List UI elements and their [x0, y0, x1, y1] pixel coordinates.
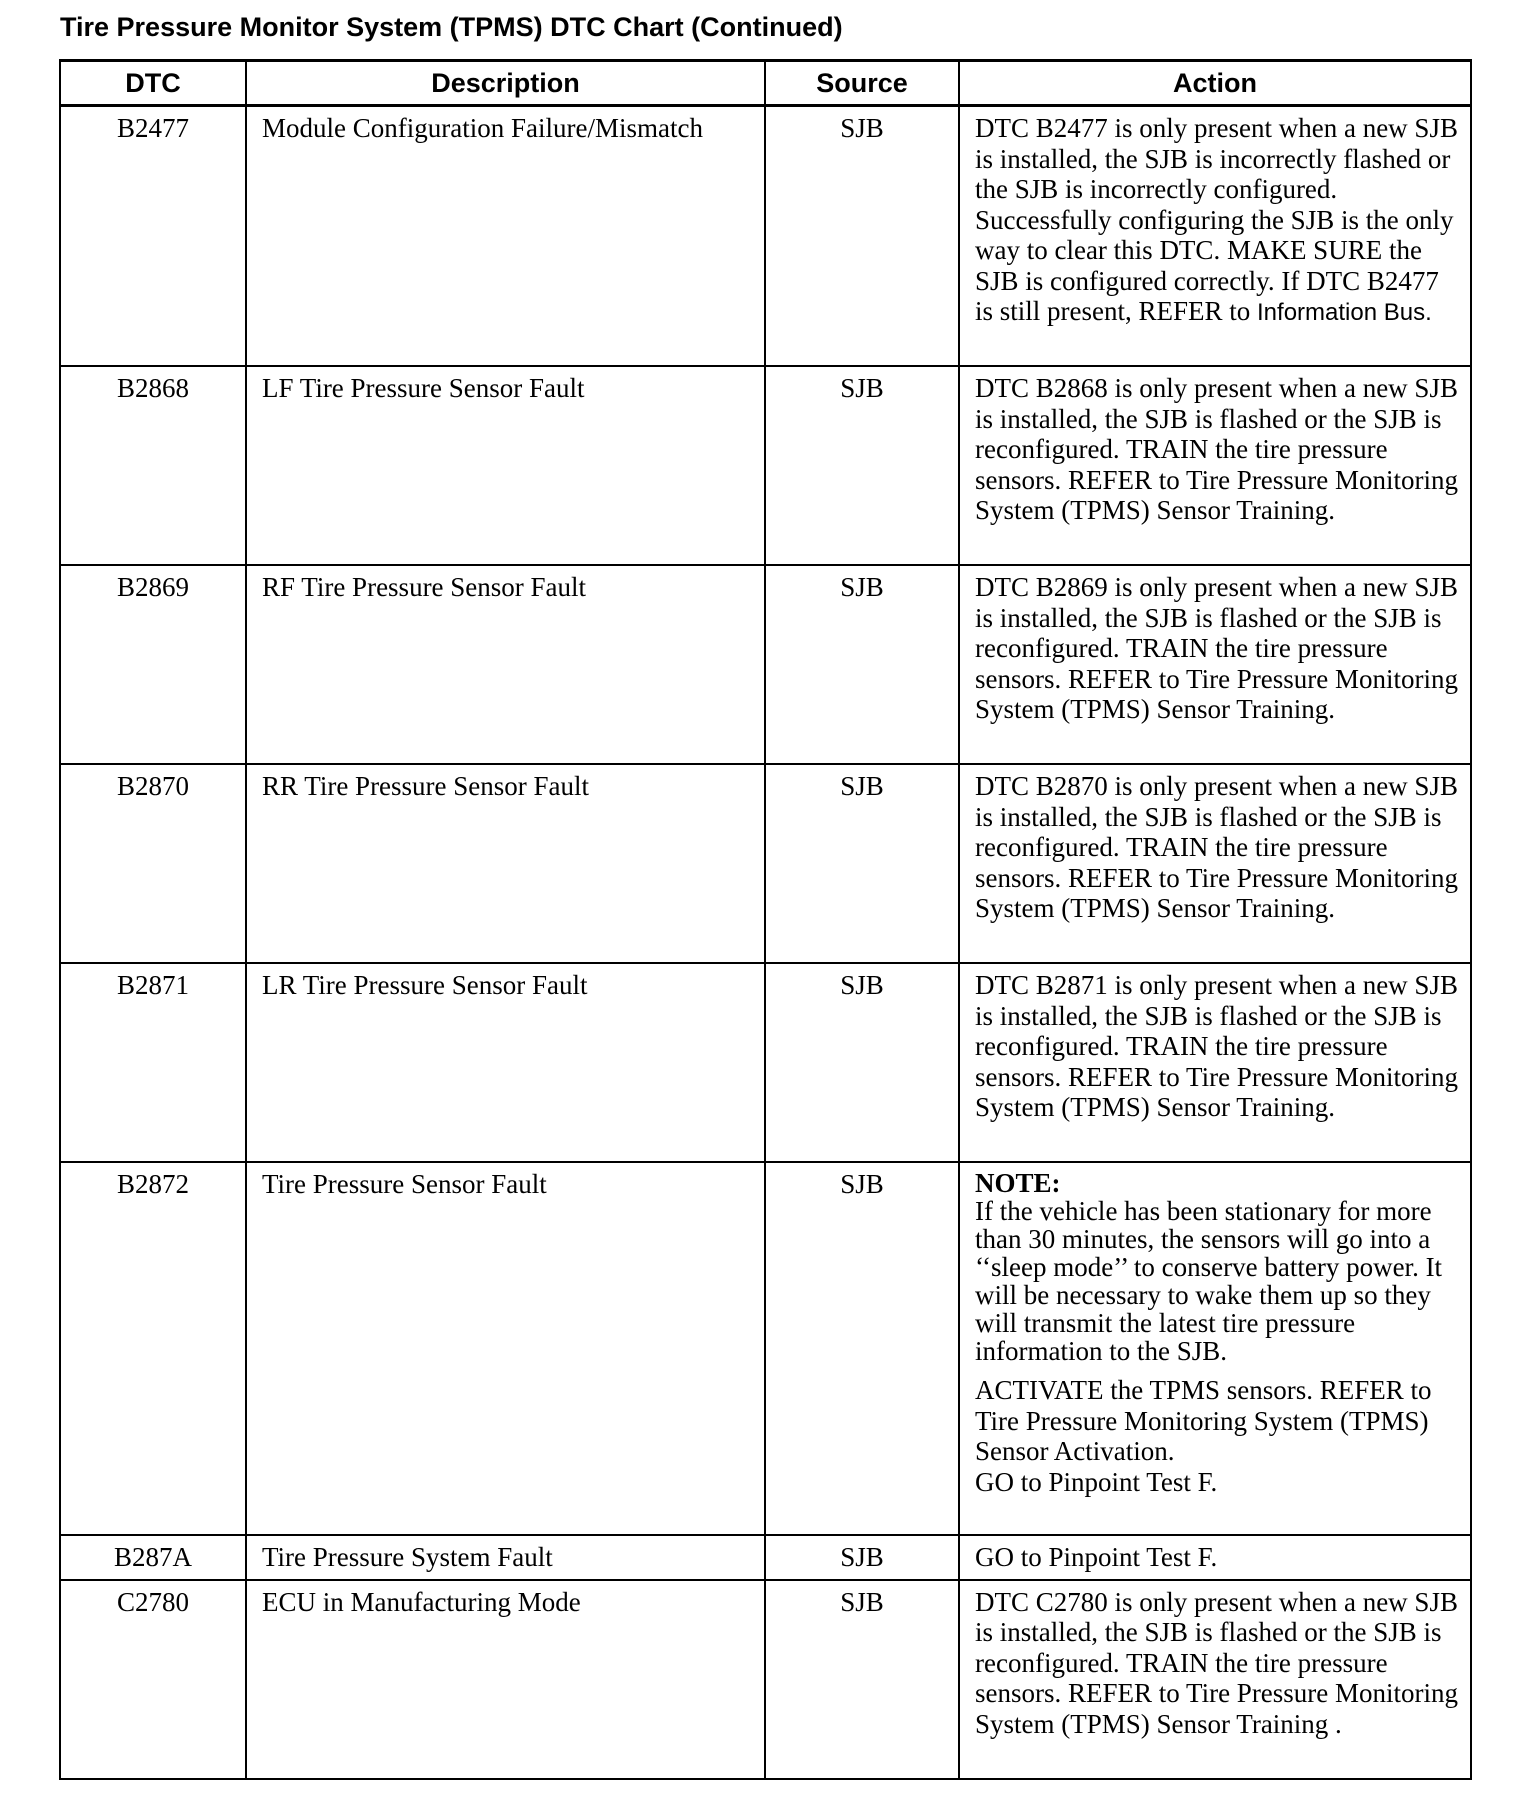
dtc-description: RF Tire Pressure Sensor Fault [246, 565, 765, 764]
dtc-action: DTC B2868 is only present when a new SJB is installed, the SJB is flashed or the SJB is reconfigured. TRAIN the tire pressure sensors. REFER to Tire Pressure Monitoring System (TPMS) Sensor Training. [959, 366, 1471, 565]
information-bus-link[interactable]: Information Bus. [1257, 299, 1432, 326]
dtc-code: B2869 [60, 565, 246, 764]
dtc-code: B287A [60, 1535, 246, 1580]
table-header-row [60, 61, 1471, 106]
column-header-action: Action [959, 61, 1471, 106]
table-row [60, 1162, 1471, 1535]
pinpoint-test-text: GO to Pinpoint Test F. [975, 1466, 1218, 1497]
note-title: NOTE: [975, 1168, 1061, 1198]
dtc-source: SJB [765, 963, 959, 1162]
column-header-dtc: DTC [60, 61, 246, 106]
dtc-source: SJB [765, 1580, 959, 1779]
dtc-code: B2868 [60, 366, 246, 565]
dtc-action: DTC B2869 is only present when a new SJB is installed, the SJB is flashed or the SJB is reconfigured. TRAIN the tire pressure sensors. REFER to Tire Pressure Monitoring System (TPMS) Sensor Training. [959, 565, 1471, 764]
note-text: If the vehicle has been stationary for more than 30 minutes, the sensors will go into a ‘‘sleep mode’’ to conserve battery power. It will be necessary to wake them up so they will transmit the latest tire pressure information to the SJB. [975, 1196, 1443, 1366]
dtc-action: DTC B2871 is only present when a new SJB is installed, the SJB is flashed or the SJB is reconfigured. TRAIN the tire pressure sensors. REFER to Tire Pressure Monitoring System (TPMS) Sensor Training. [959, 963, 1471, 1162]
dtc-source: SJB [765, 764, 959, 963]
column-header-description: Description [246, 61, 765, 106]
dtc-code: B2870 [60, 764, 246, 963]
dtc-description: ECU in Manufacturing Mode [246, 1580, 765, 1779]
dtc-source: SJB [765, 1535, 959, 1580]
table-row [60, 1535, 1471, 1580]
dtc-source: SJB [765, 366, 959, 565]
dtc-action [959, 106, 1471, 367]
table-row [60, 366, 1471, 565]
table-row [60, 106, 1471, 367]
dtc-description: LF Tire Pressure Sensor Fault [246, 366, 765, 565]
dtc-code: B2871 [60, 963, 246, 1162]
table-row [60, 963, 1471, 1162]
action-text: ACTIVATE the TPMS sensors. REFER to Tire Pressure Monitoring System (TPMS) Sensor Activation. [975, 1375, 1432, 1466]
dtc-code: C2780 [60, 1580, 246, 1779]
dtc-code: B2477 [60, 106, 246, 367]
dtc-source: SJB [765, 565, 959, 764]
dtc-chart-table [59, 59, 1472, 1780]
dtc-source: SJB [765, 1162, 959, 1535]
dtc-action: GO to Pinpoint Test F. [959, 1535, 1471, 1580]
dtc-code: B2872 [60, 1162, 246, 1535]
dtc-description: LR Tire Pressure Sensor Fault [246, 963, 765, 1162]
dtc-description: Tire Pressure System Fault [246, 1535, 765, 1580]
dtc-description: RR Tire Pressure Sensor Fault [246, 764, 765, 963]
action-text: DTC B2477 is only present when a new SJB is installed, the SJB is incorrectly flashed or the SJB is incorrectly configured. Successfully configuring the SJB is the only way to clear this DTC. MAKE SURE the SJB is configured correctly. If DTC B2477 is still present, REFER to [975, 113, 1458, 326]
dtc-description: Module Configuration Failure/Mismatch [246, 106, 765, 367]
page-title: Tire Pressure Monitor System (TPMS) DTC Chart (Continued) [60, 12, 843, 42]
dtc-action [959, 1162, 1471, 1535]
column-header-source: Source [765, 61, 959, 106]
dtc-source: SJB [765, 106, 959, 367]
table-row [60, 1580, 1471, 1779]
dtc-action: DTC B2870 is only present when a new SJB is installed, the SJB is flashed or the SJB is reconfigured. TRAIN the tire pressure sensors. REFER to Tire Pressure Monitoring System (TPMS) Sensor Training. [959, 764, 1471, 963]
dtc-description: Tire Pressure Sensor Fault [246, 1162, 765, 1535]
dtc-action: DTC C2780 is only present when a new SJB is installed, the SJB is flashed or the SJB is reconfigured. TRAIN the tire pressure sensors. REFER to Tire Pressure Monitoring System (TPMS) Sensor Training . [959, 1580, 1471, 1779]
table-row [60, 565, 1471, 764]
table-row [60, 764, 1471, 963]
